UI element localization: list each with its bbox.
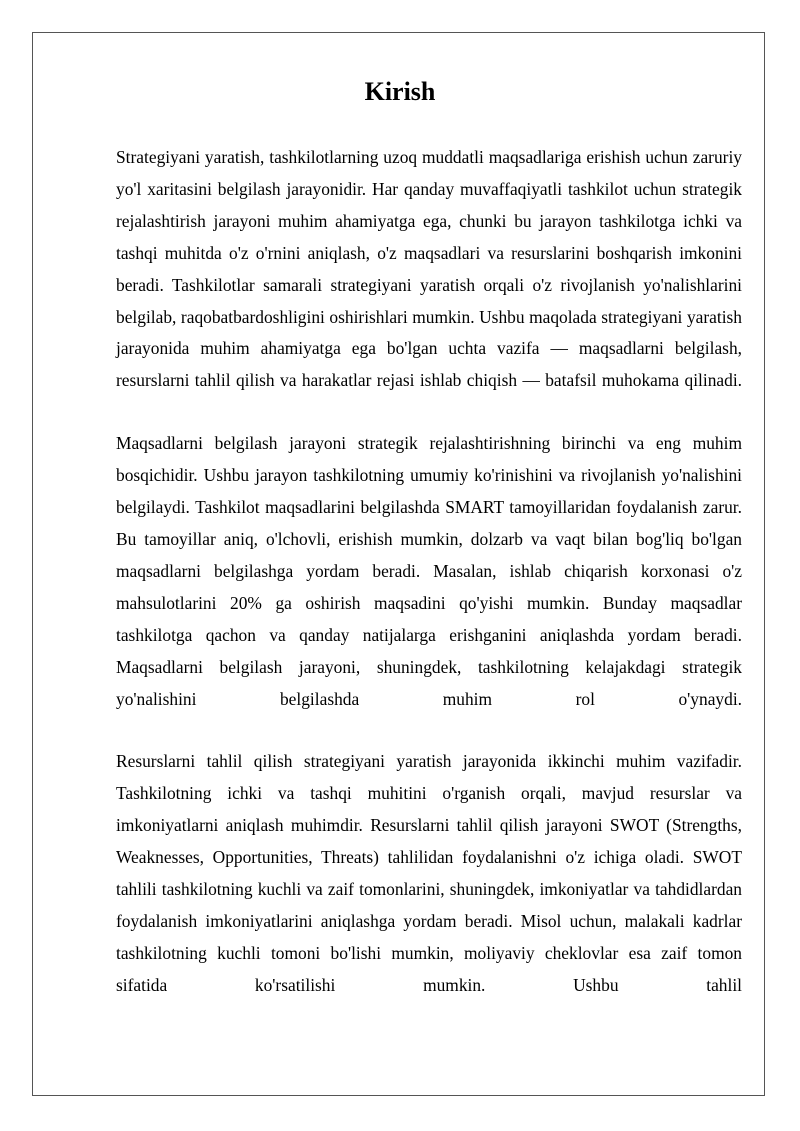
paragraph-resources: Resurslarni tahlil qilish strategiyani yaratish jarayonida ikkinchi muhim vazifadir. Tashkilotning ichki va tashqi muhitini o'rganish orqali, mavjud resurslar va imkoniyatlarni aniqlash muhimdir. Resurslarni tahlil qilish jarayoni SWOT (Strengths, Weaknesses, Opportunities, Threats) tahlilidan foydalanishni o'z ichiga oladi. SWOT tahlili tashkilotning kuchli va zaif tomonlarini, shuningdek, imkoniyatlar va tahdidlardan foydalanish imkoniyatlarini aniqlashga yordam beradi. Misol uchun, malakali kadrlar tashkilotning kuchli tomoni bo'lishi mumkin, moliyaviy cheklovlar esa zaif tomon sifatida ko'rsatilishi mumkin. Ushbu tahlil	[116, 751, 742, 995]
document-title: Kirish	[364, 77, 436, 106]
document-body	[116, 142, 742, 1002]
paragraph-goals: Maqsadlarni belgilash jarayoni strategik rejalashtirishning birinchi va eng muhim bosqichidir. Ushbu jarayon tashkilotning umumiy ko'rinishini va rivojlanish yo'nalishini belgilaydi. Tashkilot maqsadlarini belgilashda SMART tamoyillaridan foydalanish zarur. Bu tamoyillar aniq, o'lchovli, erishish mumkin, dolzarb va vaqt bilan bog'liq bo'lgan maqsadlarni belgilashga yordam beradi. Masalan, ishlab chiqarish korxonasi o'z mahsulotlarini 20% ga oshirish maqsadini qo'yishi mumkin. Bunday maqsadlar tashkilotga qachon va qanday natijalarga erishganini aniqlashda yordam beradi. Maqsadlarni belgilash jarayoni, shuningdek, tashkilotning kelajakdagi strategik yo'nalishini belgilashda muhim rol o'ynaydi.	[116, 433, 742, 709]
paragraph-intro: Strategiyani yaratish, tashkilotlarning uzoq muddatli maqsadlariga erishish uchun zaruriy yo'l xaritasini belgilash jarayonidir. Har qanday muvaffaqiyatli tashkilot uchun strategik rejalashtirish jarayoni muhim ahamiyatga ega, chunki bu jarayon tashkilotga ichki va tashqi muhitda o'z o'rnini aniqlash, o'z maqsadlari va resurslarini boshqarish imkonini beradi. Tashkilotlar samarali strategiyani yaratish orqali o'z rivojlanish yo'nalishlarini belgilab, raqobatbardoshligini oshirishlari mumkin. Ushbu maqolada strategiyani yaratish jarayonida muhim ahamiyatga ega bo'lgan uchta vazifa — maqsadlarni belgilash, resurslarni tahlil qilish va harakatlar rejasi ishlab chiqish — batafsil muhokama qilinadi.	[116, 147, 742, 391]
